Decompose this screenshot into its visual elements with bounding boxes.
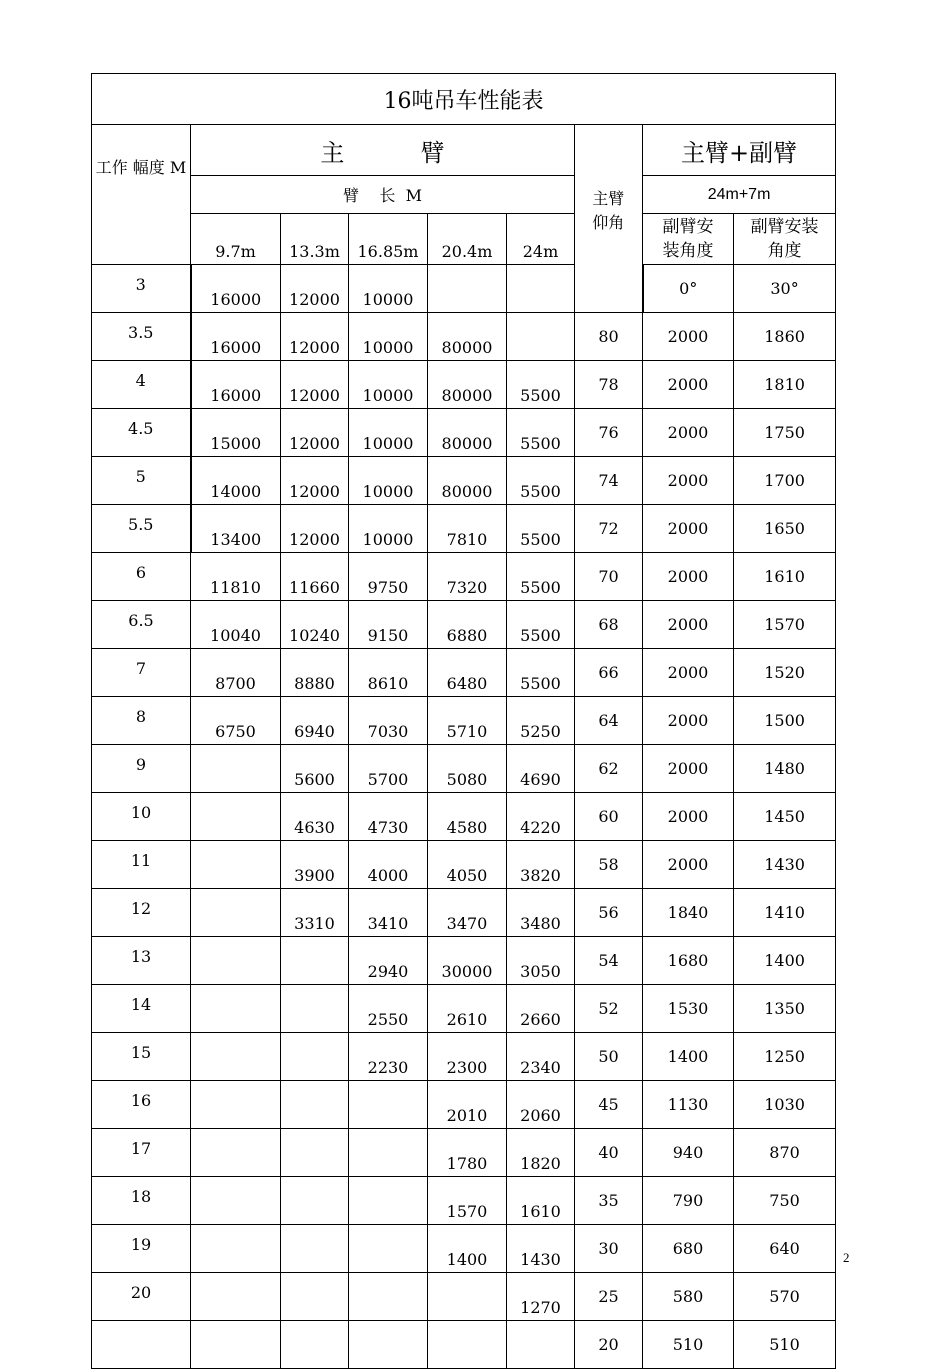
jib-load-cell-30: 1520 xyxy=(734,649,836,697)
load-cell-20-4: 1570 xyxy=(428,1177,507,1225)
table-row xyxy=(92,1033,836,1081)
boom-angle-cell: 62 xyxy=(575,745,643,793)
load-cell-9-7: 11810 xyxy=(191,553,281,601)
jib-load-cell-0: 2000 xyxy=(643,601,734,649)
boom-angle-cell: 58 xyxy=(575,841,643,889)
load-cell-20-4: 7810 xyxy=(428,505,507,553)
jib-load-cell-0: 510 xyxy=(643,1321,734,1369)
jib-load-cell-0: 2000 xyxy=(643,793,734,841)
jib-load-cell-0: 2000 xyxy=(643,361,734,409)
jib-load-cell-30: 1430 xyxy=(734,841,836,889)
working-range-header: 工作 幅度 M xyxy=(92,125,191,265)
load-cell-24: 5250 xyxy=(507,697,575,745)
working-range-cell: 4 xyxy=(92,361,191,409)
load-cell-9-7 xyxy=(191,793,281,841)
boom-length-16-85: 16.85m xyxy=(349,214,428,265)
load-cell-16-85: 10000 xyxy=(349,265,428,313)
boom-length-24: 24m xyxy=(507,214,575,265)
load-cell-13-3 xyxy=(281,1129,349,1177)
load-cell-9-7: 16000 xyxy=(191,361,281,409)
jib-load-cell-30: 1030 xyxy=(734,1081,836,1129)
load-cell-20-4: 4580 xyxy=(428,793,507,841)
jib-angle-0-value: 0° xyxy=(643,265,734,313)
jib-load-cell-30: 1610 xyxy=(734,553,836,601)
load-cell-24: 4690 xyxy=(507,745,575,793)
boom-angle-cell: 72 xyxy=(575,505,643,553)
table-row xyxy=(92,1129,836,1177)
working-range-cell: 13 xyxy=(92,937,191,985)
table-row xyxy=(92,985,836,1033)
working-range-cell: 12 xyxy=(92,889,191,937)
working-range-cell: 14 xyxy=(92,985,191,1033)
load-cell-13-3 xyxy=(281,985,349,1033)
jib-load-cell-0: 940 xyxy=(643,1129,734,1177)
load-cell-13-3: 6940 xyxy=(281,697,349,745)
jib-load-cell-30: 870 xyxy=(734,1129,836,1177)
jib-load-cell-30: 1500 xyxy=(734,697,836,745)
table-row xyxy=(92,1081,836,1129)
load-cell-9-7 xyxy=(191,1129,281,1177)
table-row xyxy=(92,937,836,985)
load-cell-24: 3050 xyxy=(507,937,575,985)
load-cell-9-7 xyxy=(191,937,281,985)
table-row xyxy=(92,1321,836,1369)
load-cell-20-4 xyxy=(428,1321,507,1369)
load-cell-13-3 xyxy=(281,1033,349,1081)
load-cell-16-85 xyxy=(349,1177,428,1225)
load-cell-24: 4220 xyxy=(507,793,575,841)
jib-load-cell-30: 510 xyxy=(734,1321,836,1369)
load-cell-16-85: 4730 xyxy=(349,793,428,841)
load-cell-24: 5500 xyxy=(507,409,575,457)
load-cell-20-4: 5080 xyxy=(428,745,507,793)
load-cell-13-3: 12000 xyxy=(281,265,349,313)
boom-length-20-4: 20.4m xyxy=(428,214,507,265)
jib-angle-30-value: 30° xyxy=(734,265,836,313)
load-cell-13-3: 12000 xyxy=(281,409,349,457)
load-cell-13-3: 11660 xyxy=(281,553,349,601)
jib-load-cell-30: 1750 xyxy=(734,409,836,457)
load-cell-13-3: 4630 xyxy=(281,793,349,841)
table-row xyxy=(92,409,836,457)
boom-length-header: 臂 长 M xyxy=(191,176,575,214)
jib-load-cell-0: 790 xyxy=(643,1177,734,1225)
table-row xyxy=(92,457,836,505)
jib-load-cell-0: 580 xyxy=(643,1273,734,1321)
working-range-cell: 19 xyxy=(92,1225,191,1273)
jib-load-cell-30: 1810 xyxy=(734,361,836,409)
load-cell-20-4: 6480 xyxy=(428,649,507,697)
load-cell-20-4: 80000 xyxy=(428,457,507,505)
load-cell-9-7 xyxy=(191,1321,281,1369)
load-cell-20-4: 5710 xyxy=(428,697,507,745)
load-cell-16-85: 10000 xyxy=(349,361,428,409)
boom-angle-cell: 25 xyxy=(575,1273,643,1321)
working-range-cell: 16 xyxy=(92,1081,191,1129)
boom-length-9-7: 9.7m xyxy=(191,214,281,265)
jib-load-cell-0: 680 xyxy=(643,1225,734,1273)
load-cell-24 xyxy=(507,265,575,313)
load-cell-16-85: 9750 xyxy=(349,553,428,601)
jib-load-cell-0: 2000 xyxy=(643,553,734,601)
main-plus-jib-header: 主臂+副臂 xyxy=(643,125,836,176)
boom-angle-cell: 50 xyxy=(575,1033,643,1081)
load-cell-16-85 xyxy=(349,1081,428,1129)
table-row xyxy=(92,745,836,793)
working-range-cell: 15 xyxy=(92,1033,191,1081)
load-cell-20-4: 3470 xyxy=(428,889,507,937)
load-cell-16-85: 10000 xyxy=(349,313,428,361)
load-cell-13-3: 3900 xyxy=(281,841,349,889)
load-cell-13-3 xyxy=(281,1273,349,1321)
load-cell-9-7 xyxy=(191,1177,281,1225)
load-cell-13-3: 8880 xyxy=(281,649,349,697)
table-row xyxy=(92,1225,836,1273)
jib-load-cell-30: 1650 xyxy=(734,505,836,553)
load-cell-24: 5500 xyxy=(507,649,575,697)
load-cell-16-85 xyxy=(349,1273,428,1321)
load-cell-9-7 xyxy=(191,1273,281,1321)
jib-load-cell-0: 1680 xyxy=(643,937,734,985)
load-cell-20-4: 7320 xyxy=(428,553,507,601)
table-row xyxy=(92,361,836,409)
load-cell-13-3: 5600 xyxy=(281,745,349,793)
load-cell-13-3 xyxy=(281,1225,349,1273)
jib-load-cell-30: 1860 xyxy=(734,313,836,361)
jib-load-cell-0: 2000 xyxy=(643,841,734,889)
boom-angle-cell: 40 xyxy=(575,1129,643,1177)
table-row xyxy=(92,1177,836,1225)
load-cell-16-85: 3410 xyxy=(349,889,428,937)
load-cell-13-3: 12000 xyxy=(281,457,349,505)
load-cell-20-4: 80000 xyxy=(428,361,507,409)
main-boom-header: 主 臂 xyxy=(191,125,575,176)
boom-angle-cell: 35 xyxy=(575,1177,643,1225)
table-row xyxy=(92,265,836,313)
jib-load-cell-0: 2000 xyxy=(643,457,734,505)
load-cell-20-4: 2010 xyxy=(428,1081,507,1129)
load-cell-13-3: 12000 xyxy=(281,313,349,361)
load-cell-16-85: 10000 xyxy=(349,409,428,457)
jib-load-cell-30: 1480 xyxy=(734,745,836,793)
jib-load-cell-0: 2000 xyxy=(643,649,734,697)
jib-load-cell-0: 1130 xyxy=(643,1081,734,1129)
load-cell-24: 5500 xyxy=(507,505,575,553)
working-range-cell: 8 xyxy=(92,697,191,745)
working-range-cell: 11 xyxy=(92,841,191,889)
load-cell-9-7 xyxy=(191,1081,281,1129)
working-range-cell: 18 xyxy=(92,1177,191,1225)
working-range-cell: 10 xyxy=(92,793,191,841)
boom-angle-cell: 66 xyxy=(575,649,643,697)
jib-load-cell-0: 1530 xyxy=(643,985,734,1033)
crane-performance-table xyxy=(91,73,836,1369)
jib-load-cell-0: 1400 xyxy=(643,1033,734,1081)
jib-angle-header-1: 副臂安 装角度 xyxy=(643,214,734,265)
boom-angle-cell: 54 xyxy=(575,937,643,985)
load-cell-16-85: 7030 xyxy=(349,697,428,745)
table-row xyxy=(92,793,836,841)
load-cell-16-85: 2230 xyxy=(349,1033,428,1081)
load-cell-9-7 xyxy=(191,889,281,937)
load-cell-20-4: 1780 xyxy=(428,1129,507,1177)
load-cell-16-85 xyxy=(349,1225,428,1273)
jib-load-cell-0: 1840 xyxy=(643,889,734,937)
jib-load-cell-0: 2000 xyxy=(643,697,734,745)
jib-load-cell-30: 750 xyxy=(734,1177,836,1225)
working-range-cell: 17 xyxy=(92,1129,191,1177)
load-cell-16-85 xyxy=(349,1129,428,1177)
table-row xyxy=(92,889,836,937)
boom-angle-cell: 20 xyxy=(575,1321,643,1369)
load-cell-13-3: 12000 xyxy=(281,361,349,409)
boom-angle-cell: 60 xyxy=(575,793,643,841)
table-row xyxy=(92,841,836,889)
page-number: 2 xyxy=(843,1250,850,1265)
jib-load-cell-30: 1350 xyxy=(734,985,836,1033)
load-cell-13-3: 12000 xyxy=(281,505,349,553)
load-cell-24: 1270 xyxy=(507,1273,575,1321)
load-cell-9-7: 10040 xyxy=(191,601,281,649)
load-cell-9-7: 16000 xyxy=(191,313,281,361)
load-cell-9-7 xyxy=(191,985,281,1033)
load-cell-24: 5500 xyxy=(507,361,575,409)
boom-angle-cell: 80 xyxy=(575,313,643,361)
boom-angle-cell: 45 xyxy=(575,1081,643,1129)
working-range-cell: 9 xyxy=(92,745,191,793)
load-cell-20-4: 6880 xyxy=(428,601,507,649)
table-row xyxy=(92,697,836,745)
boom-angle-cell: 64 xyxy=(575,697,643,745)
jib-load-cell-30: 1400 xyxy=(734,937,836,985)
working-range-cell: 5.5 xyxy=(92,505,191,553)
load-cell-20-4: 80000 xyxy=(428,409,507,457)
table-row xyxy=(92,553,836,601)
jib-load-cell-30: 1570 xyxy=(734,601,836,649)
load-cell-20-4: 2300 xyxy=(428,1033,507,1081)
jib-load-cell-0: 2000 xyxy=(643,409,734,457)
load-cell-9-7 xyxy=(191,1225,281,1273)
load-cell-24: 5500 xyxy=(507,553,575,601)
table-title: 16吨吊车性能表 xyxy=(92,74,836,125)
load-cell-20-4: 1400 xyxy=(428,1225,507,1273)
load-cell-20-4 xyxy=(428,1273,507,1321)
boom-angle-cell: 30 xyxy=(575,1225,643,1273)
load-cell-16-85: 2550 xyxy=(349,985,428,1033)
jib-load-cell-0: 2000 xyxy=(643,745,734,793)
working-range-cell: 6.5 xyxy=(92,601,191,649)
jib-angle-header-2: 副臂安装 角度 xyxy=(734,214,836,265)
load-cell-9-7: 15000 xyxy=(191,409,281,457)
load-cell-24: 1430 xyxy=(507,1225,575,1273)
load-cell-13-3: 10240 xyxy=(281,601,349,649)
load-cell-24: 1820 xyxy=(507,1129,575,1177)
load-cell-16-85: 4000 xyxy=(349,841,428,889)
load-cell-20-4: 2610 xyxy=(428,985,507,1033)
load-cell-9-7: 14000 xyxy=(191,457,281,505)
boom-angle-cell: 52 xyxy=(575,985,643,1033)
load-cell-24: 3820 xyxy=(507,841,575,889)
load-cell-16-85 xyxy=(349,1321,428,1369)
table-row xyxy=(92,601,836,649)
load-cell-16-85: 9150 xyxy=(349,601,428,649)
jib-load-cell-30: 1700 xyxy=(734,457,836,505)
boom-angle-cell: 78 xyxy=(575,361,643,409)
jib-load-cell-0: 2000 xyxy=(643,505,734,553)
load-cell-9-7: 6750 xyxy=(191,697,281,745)
load-cell-9-7: 13400 xyxy=(191,505,281,553)
load-cell-9-7 xyxy=(191,841,281,889)
load-cell-24: 2060 xyxy=(507,1081,575,1129)
table-row xyxy=(92,505,836,553)
load-cell-16-85: 10000 xyxy=(349,505,428,553)
table-row xyxy=(92,649,836,697)
load-cell-24: 5500 xyxy=(507,601,575,649)
load-cell-24: 1610 xyxy=(507,1177,575,1225)
jib-load-cell-30: 1410 xyxy=(734,889,836,937)
working-range-cell: 3 xyxy=(92,265,191,313)
load-cell-16-85: 10000 xyxy=(349,457,428,505)
load-cell-13-3 xyxy=(281,1177,349,1225)
boom-angle-cell: 76 xyxy=(575,409,643,457)
jib-load-cell-30: 1250 xyxy=(734,1033,836,1081)
table-row xyxy=(92,1273,836,1321)
load-cell-16-85: 8610 xyxy=(349,649,428,697)
working-range-cell: 20 xyxy=(92,1273,191,1321)
jib-load-cell-30: 570 xyxy=(734,1273,836,1321)
jib-config-header: 24m+7m xyxy=(643,176,836,214)
table-row xyxy=(92,313,836,361)
working-range-cell: 4.5 xyxy=(92,409,191,457)
jib-load-cell-30: 1450 xyxy=(734,793,836,841)
jib-load-cell-30: 640 xyxy=(734,1225,836,1273)
working-range-cell: 6 xyxy=(92,553,191,601)
load-cell-24: 3480 xyxy=(507,889,575,937)
load-cell-13-3 xyxy=(281,1321,349,1369)
load-cell-20-4: 4050 xyxy=(428,841,507,889)
load-cell-9-7: 8700 xyxy=(191,649,281,697)
load-cell-13-3: 3310 xyxy=(281,889,349,937)
load-cell-20-4: 80000 xyxy=(428,313,507,361)
load-cell-13-3 xyxy=(281,1081,349,1129)
working-range-cell: 5 xyxy=(92,457,191,505)
load-cell-24 xyxy=(507,313,575,361)
load-cell-16-85: 2940 xyxy=(349,937,428,985)
load-cell-13-3 xyxy=(281,937,349,985)
load-cell-16-85: 5700 xyxy=(349,745,428,793)
load-cell-9-7: 16000 xyxy=(191,265,281,313)
boom-angle-cell: 56 xyxy=(575,889,643,937)
jib-load-cell-0: 2000 xyxy=(643,313,734,361)
boom-angle-cell: 70 xyxy=(575,553,643,601)
working-range-cell xyxy=(92,1321,191,1369)
boom-angle-cell: 74 xyxy=(575,457,643,505)
load-cell-9-7 xyxy=(191,1033,281,1081)
boom-length-13-3: 13.3m xyxy=(281,214,349,265)
load-cell-9-7 xyxy=(191,745,281,793)
working-range-cell: 3.5 xyxy=(92,313,191,361)
load-cell-24: 2660 xyxy=(507,985,575,1033)
load-cell-20-4: 30000 xyxy=(428,937,507,985)
load-cell-20-4 xyxy=(428,265,507,313)
working-range-cell: 7 xyxy=(92,649,191,697)
load-cell-24 xyxy=(507,1321,575,1369)
load-cell-24: 2340 xyxy=(507,1033,575,1081)
load-cell-24: 5500 xyxy=(507,457,575,505)
boom-angle-header: 主臂 仰角 xyxy=(575,125,643,313)
boom-angle-cell: 68 xyxy=(575,601,643,649)
